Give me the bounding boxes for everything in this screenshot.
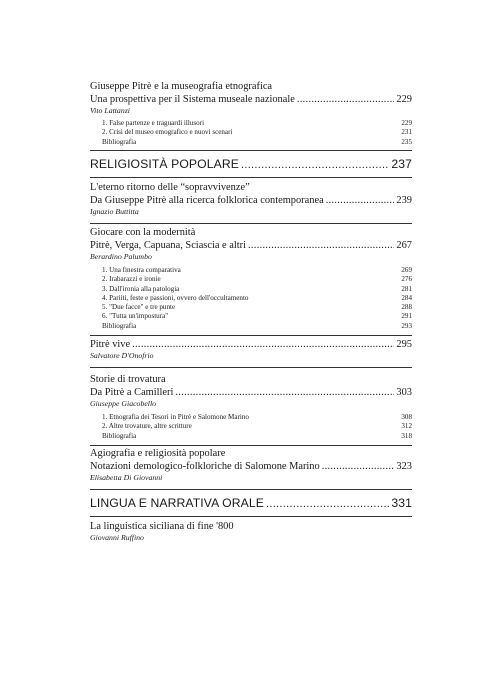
subsection-item: 2. Crisi del museo emografico e nuovi scenari 231 — [102, 128, 412, 137]
toc-entry-ruffino — [90, 520, 412, 543]
entry-author: Giovanni Ruffino — [90, 533, 144, 542]
subsection-item: 2. Altre trovature, altre scritture 312 — [102, 422, 412, 431]
entry-page: 267 — [396, 240, 412, 251]
dot-leader — [322, 460, 395, 473]
subsection-item: 4. Pariiti, feste e passioni, ovvero dell'occultamento 284 — [102, 293, 412, 302]
toc-entry-digiovanni — [90, 447, 412, 490]
section-title: RELIGIOSITÀ POPOLARE — [90, 157, 239, 171]
toc-entry-buttitta — [90, 181, 412, 224]
entry-subtitle: Da Pitrè a Camilleri — [90, 387, 174, 398]
dot-leader — [132, 338, 394, 351]
subsection-item: 5. "Due facce" e tre punte 288 — [102, 303, 412, 312]
dot-leader — [241, 157, 389, 173]
entry-title: Storie di trovatura — [90, 374, 166, 385]
section-page: 237 — [391, 157, 412, 171]
dot-leader — [326, 194, 395, 207]
subsection-list — [90, 413, 412, 441]
entry-subtitle: Pitrè, Verga, Capuana, Sciascia e altri — [90, 240, 247, 251]
toc-entry-donofrio — [90, 338, 412, 368]
entry-subtitle-row — [90, 194, 412, 207]
section-heading-religiosita — [90, 157, 412, 178]
entry-subtitle-row — [90, 460, 412, 473]
entry-page: 295 — [396, 339, 412, 350]
subsection-item: 1. Etnografia dei Tesori in Pitrè e Salomone Marino 308 — [102, 413, 412, 421]
entry-author: Berardino Palumbo — [90, 252, 152, 261]
subsection-item: 2. Irabarazzi e ironie 276 — [102, 275, 412, 284]
entry-subtitle: Pitrè vive — [90, 339, 131, 350]
entry-subtitle: Da Giuseppe Pitrè alla ricerca folklorica contemporanea — [90, 195, 324, 206]
subsection-item: Bibliografia 318 — [102, 431, 412, 440]
entry-subtitle-row — [90, 93, 412, 106]
subsection-item: Bibliografia 235 — [102, 137, 412, 146]
entry-author: Salvatore D'Onofrio — [90, 351, 154, 360]
toc-entry-lattanzi — [90, 80, 412, 151]
subsection-item: Bibliografia 293 — [102, 321, 412, 330]
subsection-list — [90, 119, 412, 147]
subsection-item: 1. False partenze e traguardi illusori 229 — [102, 119, 412, 127]
dot-leader — [175, 386, 394, 399]
entry-title: Giocare con la modernità — [90, 227, 196, 238]
entry-author: Elisabetta Di Giovanni — [90, 473, 163, 482]
entry-page: 229 — [396, 94, 412, 105]
entry-title: L'eterno ritorno delle “sopravvivenze” — [90, 182, 250, 193]
subsection-list — [90, 266, 412, 331]
dot-leader — [266, 496, 389, 512]
entry-title: Giuseppe Pitrè e la museografia etnografica — [90, 81, 273, 92]
entry-subtitle: Una prospettiva per il Sistema museale nazionale — [90, 94, 295, 105]
dot-leader — [248, 239, 394, 252]
entry-divider — [90, 367, 412, 368]
section-title: LINGUA E NARRATIVA ORALE — [90, 496, 264, 510]
toc-entry-giacobello — [90, 373, 412, 446]
entry-author: Vito Lattanzi — [90, 106, 130, 115]
entry-subtitle-row — [90, 239, 412, 252]
entry-page: 303 — [396, 387, 412, 398]
toc-entry-palumbo — [90, 226, 412, 336]
entry-subtitle-row — [90, 338, 412, 351]
entry-divider — [90, 445, 412, 446]
dot-leader — [297, 93, 395, 106]
entry-page: 239 — [396, 195, 412, 206]
entry-title: La linguistica siciliana di fine '800 — [90, 521, 234, 532]
entry-divider — [90, 223, 412, 224]
subsection-item: 1. Una finestra comparativa 269 — [102, 266, 412, 274]
subsection-item: 6. "Tutta un'impostura" 291 — [102, 312, 412, 321]
section-page: 331 — [391, 496, 412, 510]
entry-subtitle: Notazioni demologico-folkloriche di Salomone Marino — [90, 461, 320, 472]
entry-title: Agiografia e religiosità popolare — [90, 448, 226, 459]
section-divider — [90, 516, 412, 517]
entry-author: Ignazio Buttitta — [90, 207, 139, 216]
section-heading-lingua — [90, 496, 412, 517]
entry-divider — [90, 335, 412, 336]
entry-divider — [90, 150, 412, 151]
section-divider — [90, 177, 412, 178]
entry-divider — [90, 489, 412, 490]
entry-author: Giuseppe Giacobello — [90, 399, 157, 408]
subsection-item: 3. Dall'ironia alla patologia 281 — [102, 284, 412, 293]
entry-subtitle-row — [90, 386, 412, 399]
entry-page: 323 — [396, 461, 412, 472]
